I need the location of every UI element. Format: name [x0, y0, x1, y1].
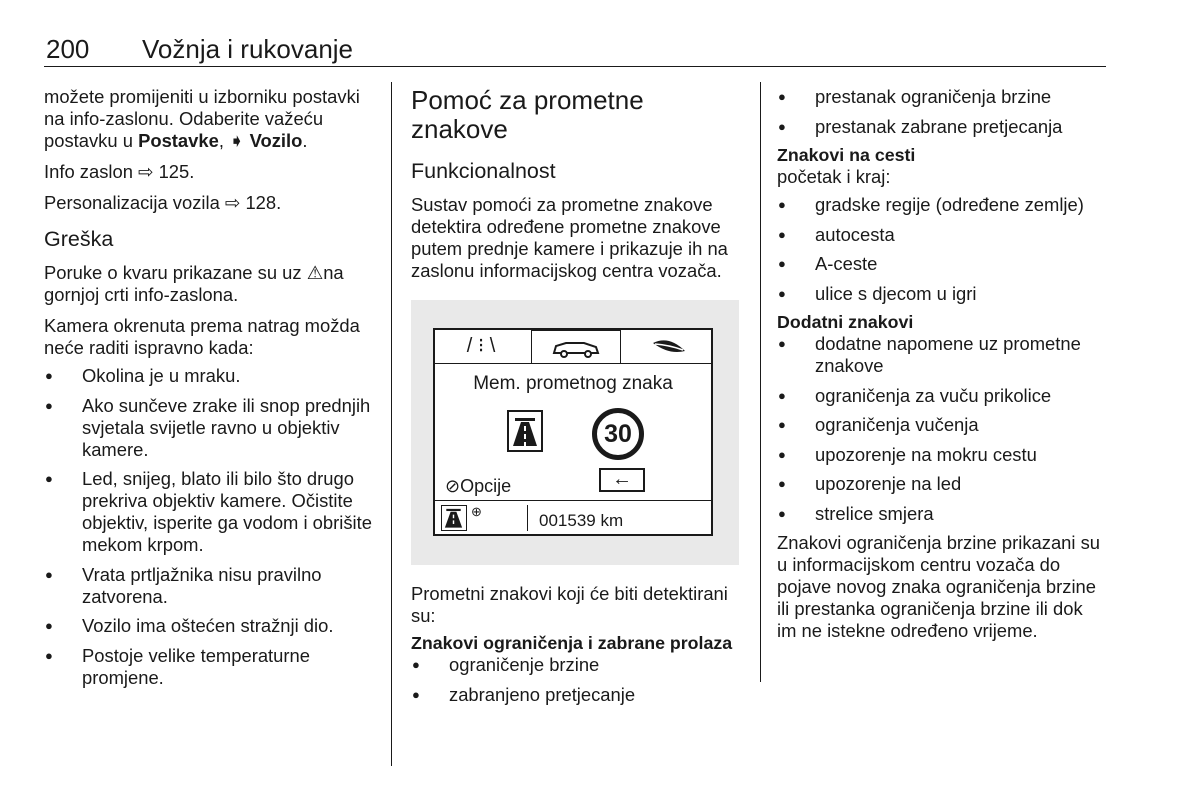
- options-label: ⊘Opcije: [445, 476, 512, 496]
- page-header: [44, 34, 1106, 67]
- road-signs-heading: Znakovi na cesti: [777, 145, 916, 165]
- paragraph-settings: možete promijeniti u izborniku postavki na info-zaslonu. Odaberite važeću postavku u Postavke, ➧ Vozilo.: [44, 86, 360, 151]
- list-item: ● strelice smjera: [777, 503, 1107, 525]
- personalization-ref: Personalizacija vozila ⇨ 128.: [44, 192, 282, 213]
- page-number: 200: [46, 34, 90, 64]
- list-item: ● ograničenja za vuču prikolice: [777, 385, 1107, 407]
- car-icon: [531, 330, 621, 363]
- list-item: ● prestanak zabrane pretjecanja: [777, 116, 1107, 138]
- restriction-signs-heading: Znakovi ograničenja i zabrane prolaza: [411, 633, 733, 653]
- list-item: ● A-ceste: [777, 253, 1107, 275]
- functionality-heading: Funkcionalnost: [411, 159, 556, 183]
- list-item: ● ulice s djecom u igri: [777, 283, 1107, 305]
- motorway-small-icon: [441, 505, 467, 531]
- list-item: ● Vozilo ima oštećen stražnji dio.: [44, 615, 376, 637]
- column-divider-1: [391, 82, 392, 766]
- back-arrow-icon: ←: [599, 468, 645, 492]
- list-item: ● Vrata prtljažnika nisu pravilno zatvorena.: [44, 564, 376, 608]
- column-divider-2: [760, 82, 761, 682]
- settings-link: Postavke: [138, 130, 219, 151]
- motorway-sign-icon: [507, 410, 543, 452]
- list-item: ● upozorenje na mokru cestu: [777, 444, 1107, 466]
- odometer-divider: [527, 505, 528, 531]
- list-item: ● dodatne napomene uz prometne znakove: [777, 333, 1107, 377]
- additional-signs-heading: Dodatni znakovi: [777, 312, 914, 332]
- section-heading: Pomoć za prometne znakove: [411, 85, 644, 144]
- driver-info-screen: [433, 328, 713, 536]
- additional-signs-list: [777, 333, 1107, 525]
- odometer-row: [435, 500, 711, 535]
- list-item: ● Postoje velike temperaturne promjene.: [44, 645, 376, 689]
- column-3: [777, 86, 1107, 651]
- screen-title: Mem. prometnog znaka: [473, 373, 673, 394]
- info-screen-ref: Info zaslon ⇨ 125.: [44, 161, 195, 182]
- screen-tab-row: [435, 330, 711, 364]
- list-item: ● Okolina je u mraku.: [44, 365, 376, 387]
- road-signs-list: [777, 194, 1107, 305]
- column-2: [411, 86, 743, 714]
- leaf-icon: [631, 330, 707, 363]
- camera-paragraph: Kamera okrenuta prema natrag možda neće raditi ispravno kada:: [44, 315, 360, 358]
- column-1: [44, 86, 376, 697]
- detected-signs-paragraph: Prometni znakovi koji će biti detektirani su:: [411, 583, 728, 626]
- end-restriction-list: [777, 86, 1107, 138]
- car-outline-icon: [550, 337, 602, 359]
- plus-icon: ⊕: [471, 504, 482, 519]
- fault-list: [44, 365, 376, 689]
- list-item: ● ograničenje brzine: [411, 654, 743, 676]
- odometer-value: 001539 km: [539, 511, 624, 530]
- speed-limit-sign: 30: [592, 408, 644, 460]
- section-title: Vožnja i rukovanje: [142, 34, 354, 64]
- vehicle-link: Vozilo: [249, 130, 303, 151]
- list-item: ● autocesta: [777, 224, 1107, 246]
- list-item: ● prestanak ograničenja brzine: [777, 86, 1107, 108]
- list-item: ● Ako sunčeve zrake ili snop prednjih svjetala svijetle ravno u objektiv kamere.: [44, 395, 376, 461]
- list-item: ● gradske regije (određene zemlje): [777, 194, 1107, 216]
- closing-paragraph: Znakovi ograničenja brzine prikazani su u informacijskom centru vozača do pojave novog znaka ograničenja brzine ili prestanka ograničenja brzine ili dok im ne istekne određeno vrijeme.: [777, 532, 1101, 641]
- fault-heading: Greška: [44, 227, 114, 251]
- intro-paragraph: Sustav pomoći za prometne znakove detektira određene prometne znakove putem prednje kamere i prikazuje ih na zaslonu informacijskog centra vozača.: [411, 194, 728, 281]
- road-signs-subtitle: početak i kraj:: [777, 166, 891, 187]
- restriction-list: [411, 654, 743, 706]
- lane-icon: / ⁝ \: [466, 335, 496, 357]
- list-item: ● zabranjeno pretjecanje: [411, 684, 743, 706]
- fault-paragraph: Poruke o kvaru prikazane su uz ⚠na gornjoj crti info-zaslona.: [44, 262, 344, 305]
- dashboard-figure: [411, 300, 739, 565]
- list-item: ● Led, snijeg, blato ili bilo što drugo prekriva objektiv kamere. Očistite objektiv, isperite ga vodom i obrišite mekom krpom.: [44, 468, 376, 556]
- list-item: ● ograničenja vučenja: [777, 414, 1107, 436]
- list-item: ● upozorenje na led: [777, 473, 1107, 495]
